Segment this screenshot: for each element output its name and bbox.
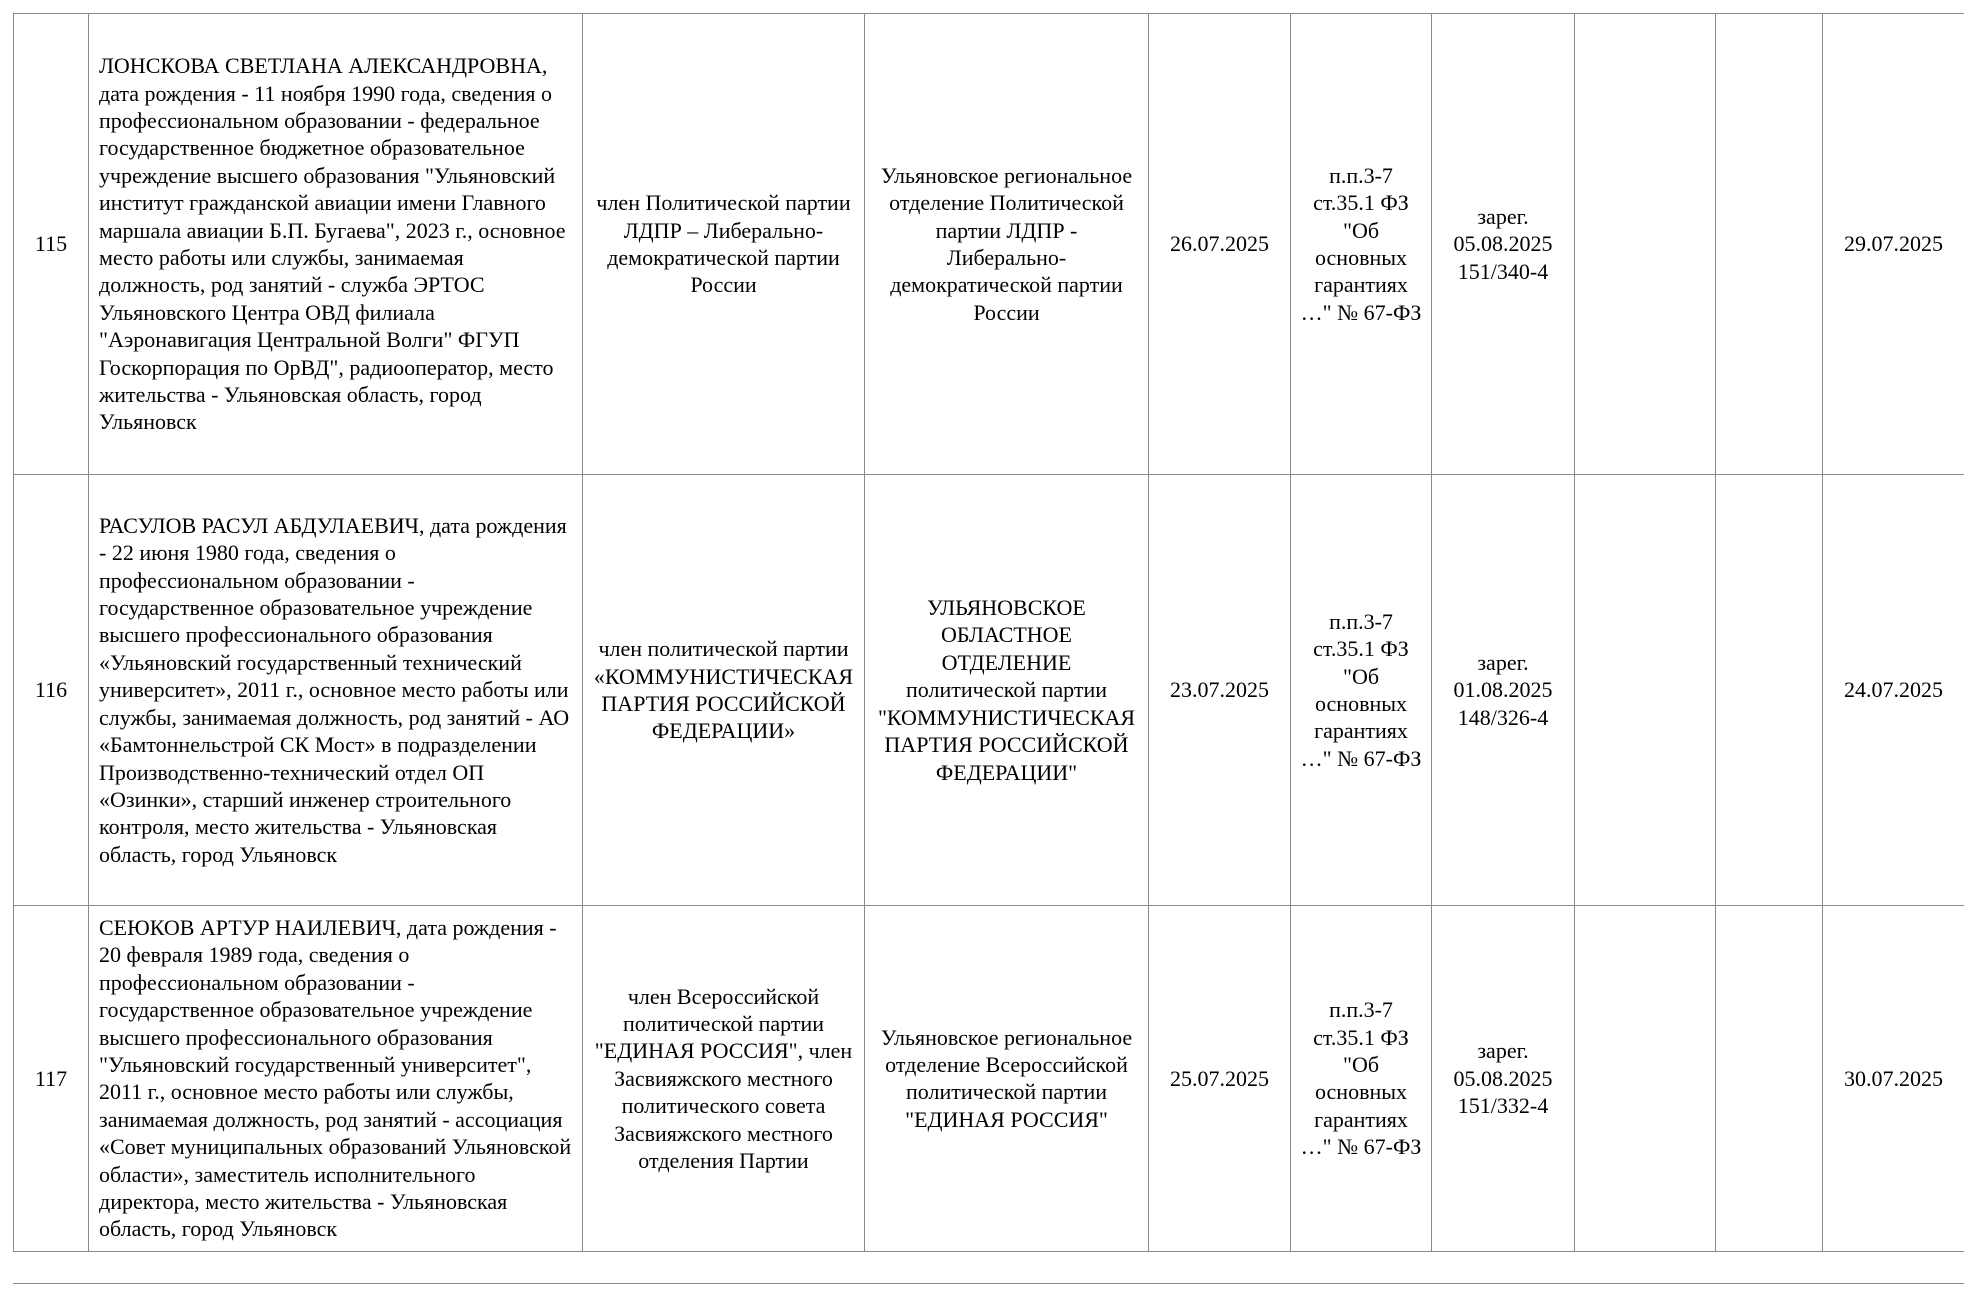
empty-cell xyxy=(1716,906,1823,1252)
table-row xyxy=(14,14,1965,475)
empty-cell xyxy=(1716,14,1823,475)
party-membership-cell: член Всероссийской политической партии "ЕДИНАЯ РОССИЯ", член Засвияжского местного политического совета Засвияжского местного отделения Партии xyxy=(583,906,865,1252)
nominating-body-cell: Ульяновское региональное отделение Всероссийской политической партии "ЕДИНАЯ РОССИЯ" xyxy=(865,906,1149,1252)
nominating-body-cell: УЛЬЯНОВСКОЕ ОБЛАСТНОЕ ОТДЕЛЕНИЕ политической партии "КОММУНИСТИЧЕСКАЯ ПАРТИЯ РОССИЙСКОЙ ФЕДЕРАЦИИ" xyxy=(865,475,1149,906)
registration-status-cell: зарег. 05.08.2025 151/340-4 xyxy=(1432,14,1575,475)
submission-date-cell: 25.07.2025 xyxy=(1149,906,1291,1252)
party-membership-cell: член Политической партии ЛДПР – Либерально-демократической партии России xyxy=(583,14,865,475)
candidates-table xyxy=(13,13,1964,1252)
registration-status-cell: зарег. 01.08.2025 148/326-4 xyxy=(1432,475,1575,906)
submission-date-cell: 23.07.2025 xyxy=(1149,475,1291,906)
legal-basis-cell: п.п.3-7 ст.35.1 ФЗ "Об основных гарантиях …" № 67-ФЗ xyxy=(1291,906,1432,1252)
candidates-table-viewport xyxy=(13,13,1964,1284)
empty-cell xyxy=(1575,475,1716,906)
empty-cell xyxy=(1575,906,1716,1252)
legal-basis-cell: п.п.3-7 ст.35.1 ФЗ "Об основных гарантиях …" № 67-ФЗ xyxy=(1291,14,1432,475)
submission-date-cell: 26.07.2025 xyxy=(1149,14,1291,475)
nominating-body-cell: Ульяновское региональное отделение Политической партии ЛДПР - Либерально-демократической партии России xyxy=(865,14,1149,475)
date-cell: 29.07.2025 xyxy=(1823,14,1965,475)
table-row xyxy=(14,906,1965,1252)
empty-cell xyxy=(1716,475,1823,906)
candidate-info-cell: РАСУЛОВ РАСУЛ АБДУЛАЕВИЧ, дата рождения - 22 июня 1980 года, сведения о профессиональном образовании - государственное образовательное учреждение высшего профессионального образования «Ульяновский государственный технический университет», 2011 г., основное место работы или службы, занимаемая должность, род занятий - АО «Бамтоннельстрой СК Мост» в подразделении Производственно-технический отдел ОП «Озинки», старший инженер строительного контроля, место жительства - Ульяновская область, город Ульяновск xyxy=(89,475,583,906)
date-cell: 24.07.2025 xyxy=(1823,475,1965,906)
row-number-cell: 115 xyxy=(14,14,89,475)
date-cell: 30.07.2025 xyxy=(1823,906,1965,1252)
registration-status-cell: зарег. 05.08.2025 151/332-4 xyxy=(1432,906,1575,1252)
candidate-info-cell: СЕЮКОВ АРТУР НАИЛЕВИЧ, дата рождения - 20 февраля 1989 года, сведения о профессиональном образовании - государственное образовательное учреждение высшего профессионального образования "Ульяновский государственный университет", 2011 г., основное место работы или службы, занимаемая должность, род занятий - ассоциация «Совет муниципальных образований Ульяновской области», заместитель исполнительного директора, место жительства - Ульяновская область, город Ульяновск xyxy=(89,906,583,1252)
legal-basis-cell: п.п.3-7 ст.35.1 ФЗ "Об основных гарантиях …" № 67-ФЗ xyxy=(1291,475,1432,906)
empty-cell xyxy=(1575,14,1716,475)
row-number-cell: 116 xyxy=(14,475,89,906)
candidate-info-cell: ЛОНСКОВА СВЕТЛАНА АЛЕКСАНДРОВНА, дата рождения - 11 ноября 1990 года, сведения о профессиональном образовании - федеральное государственное бюджетное образовательное учреждение высшего образования "Ульяновский институт гражданской авиации имени Главного маршала авиации Б.П. Бугаева", 2023 г., основное место работы или службы, занимаемая должность, род занятий - служба ЭРТОС Ульяновского Центра ОВД филиала "Аэронавигация Центральной Волги" ФГУП Госкорпорация по ОрВД", радиооператор, место жительства - Ульяновская область, город Ульяновск xyxy=(89,14,583,475)
row-number-cell: 117 xyxy=(14,906,89,1252)
party-membership-cell: член политической партии «КОММУНИСТИЧЕСКАЯ ПАРТИЯ РОССИЙСКОЙ ФЕДЕРАЦИИ» xyxy=(583,475,865,906)
table-row xyxy=(14,475,1965,906)
